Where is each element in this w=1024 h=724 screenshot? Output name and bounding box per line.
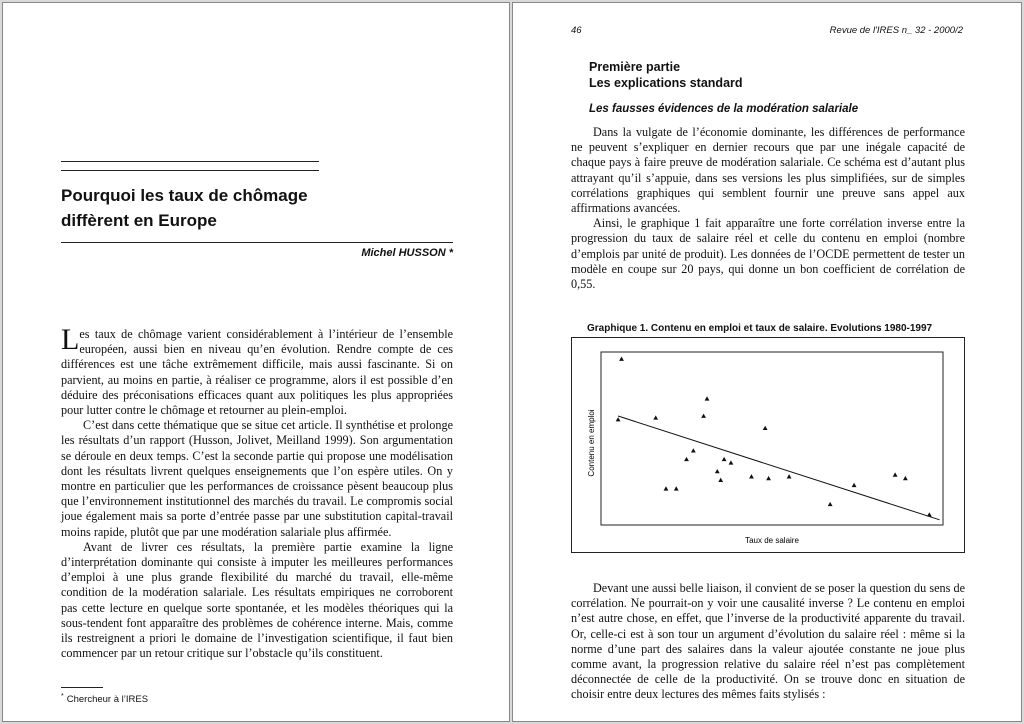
data-point-6 bbox=[691, 448, 696, 452]
article-title bbox=[61, 183, 451, 233]
data-point-11 bbox=[749, 474, 754, 478]
data-point-4 bbox=[701, 414, 706, 418]
title-rule-bottom bbox=[61, 242, 453, 243]
paragraph-liaison: Devant une aussi belle liaison, il convient de se poser la question du sens de corrélation. Ne pourrait-on y voir une causalité inverse ? Le contenu en emploi n’est autre chose, en effet, que l’inverse de la productivité apparente du travail. Or, celle-ci est à son tour un argument d’évolution du salaire réel : même si la norme d’une part des salaires dans la valeur ajoutée constante ne joue plus comme avant, la progression relative du salaire réel n’est pas complètement déconnectée de celle de la productivité. On se trouve donc en situation de choisir entre deux lectures des mêmes faits stylisés : bbox=[571, 581, 965, 702]
data-point-1 bbox=[616, 417, 621, 421]
data-point-19 bbox=[903, 476, 908, 480]
right-body-top bbox=[571, 125, 965, 292]
data-point-2 bbox=[653, 415, 658, 419]
data-point-17 bbox=[852, 483, 857, 487]
part-heading-line2: Les explications standard bbox=[589, 76, 743, 90]
right-page bbox=[512, 2, 1022, 722]
data-point-18 bbox=[893, 472, 898, 476]
data-point-7 bbox=[684, 457, 689, 461]
data-point-0 bbox=[619, 357, 624, 361]
page-number: 46 bbox=[571, 25, 582, 36]
article-title-line1: Pourquoi les taux de chômage bbox=[61, 186, 308, 205]
running-header: Revue de l'IRES n_ 32 - 2000/2 bbox=[829, 25, 963, 36]
author-name: Michel HUSSON * bbox=[361, 247, 453, 259]
data-point-13 bbox=[664, 486, 669, 490]
footnote bbox=[61, 693, 148, 705]
x-axis-label: Taux de salaire bbox=[745, 536, 799, 545]
data-point-12 bbox=[674, 486, 679, 490]
y-axis-label: Contenu en emploi bbox=[587, 409, 596, 477]
paragraph-2: C’est dans cette thématique que se situe cet article. Il synthétise et prolonge les résultats d’un rapport (Husson, Jolivet, Meilland 1999). Son argumentation se déroule en deux temps. C’est la seconde partie qui propose une modélisation dont les résultats livrent quelques enseignements que l’on espère utiles. On y montre en particulier que les performances de croissance pèsent beaucoup plus que l’environnement institutionnel des marchés du travail. Le compromis social joue également mais sa porte d’entrée passe par une substitution capital-travail moins rapide, plutôt que par une modération salariale plus affirmée. bbox=[61, 418, 453, 539]
scatter-chart bbox=[571, 337, 965, 553]
right-body-bottom bbox=[571, 581, 965, 703]
data-point-8 bbox=[722, 457, 727, 461]
data-point-14 bbox=[718, 478, 723, 482]
left-body-text bbox=[61, 323, 453, 661]
chart-title: Graphique 1. Contenu en emploi et taux de salaire. Evolutions 1980-1997 bbox=[587, 323, 933, 334]
section-heading: Les fausses évidences de la modération salariale bbox=[589, 103, 859, 115]
footnote-text: Chercheur à l’IRES bbox=[66, 694, 149, 706]
paragraph-graphique: Ainsi, le graphique 1 fait apparaître une forte corrélation inverse entre la progression du taux de salaire réel et celle du contenu en emploi (nombre d’emplois par unité de produit). Les données de l’OCDE permettent de tester un modèle en coupe sur 20 pays, qui donne un bon coefficient de corrélation de 0,55. bbox=[571, 216, 965, 292]
data-point-20 bbox=[828, 502, 833, 506]
title-rule-top-1 bbox=[61, 161, 319, 162]
data-point-9 bbox=[729, 460, 734, 464]
data-point-16 bbox=[787, 474, 792, 478]
data-point-15 bbox=[766, 476, 771, 480]
footnote-mark: * bbox=[61, 693, 64, 700]
chart-container bbox=[571, 337, 965, 558]
data-point-3 bbox=[705, 396, 710, 400]
paragraph-3: Avant de livrer ces résultats, la première partie examine la ligne d’interprétation dominante qui consiste à imputer les meilleures performances d’emploi à une plus grande flexibilité du marché du travail, elle-même condition de la modération salariale. Les résultats empiriques ne corroborent pas cette lecture en quelque sorte spontanée, et les modèles théoriques qui la sous-tendent font apparaître des problèmes de cohérence interne. Mais, comme ils restreignent a priori le domaine de l’investigation scientifique, il faut bien commencer par un retour critique sur l’obstacle qu’ils constituent. bbox=[61, 539, 453, 661]
chart-outer-frame bbox=[572, 338, 965, 553]
paragraph-vulgate: Dans la vulgate de l’économie dominante, les différences de performance ne peuvent s’expliquer en dernier recours que par une inégale capacité de chaque pays à faire preuve de modération salariale. Ce schéma est d’autant plus attrayant qu’il s’appuie, dans ses versions les plus simplifiées, sur de simples corrélations graphiques qui semblent fournir une preuve sans appel aux affirmations avancées. bbox=[571, 125, 965, 216]
part-heading-line1: Première partie bbox=[589, 60, 681, 74]
intro-paragraph bbox=[61, 323, 453, 418]
points-layer bbox=[616, 357, 932, 517]
title-rule-top-2 bbox=[61, 170, 319, 171]
trend-line bbox=[618, 416, 939, 520]
plot-frame bbox=[601, 352, 943, 525]
drop-cap: L bbox=[61, 323, 80, 356]
article-title-line2: diffèrent en Europe bbox=[61, 211, 217, 230]
part-heading bbox=[589, 59, 743, 91]
left-page bbox=[2, 2, 510, 722]
intro-paragraph-text: es taux de chômage varient considérablement à l’intérieur de l’ensemble européen, aussi bien en niveau qu’en évolution. Rendre compte de ces différences est une tâche extrêmement difficile, mais aussi fascinante. Si on parvient, au moins en partie, à réaliser ce programme, alors il est possible d’en déduire des préconisations efficaces quant aux politiques les plus appropriées pour lutter contre le chômage et retourner au plein-emploi. bbox=[61, 327, 453, 418]
data-point-5 bbox=[763, 426, 768, 430]
data-point-10 bbox=[715, 469, 720, 473]
footnote-rule bbox=[61, 687, 103, 688]
